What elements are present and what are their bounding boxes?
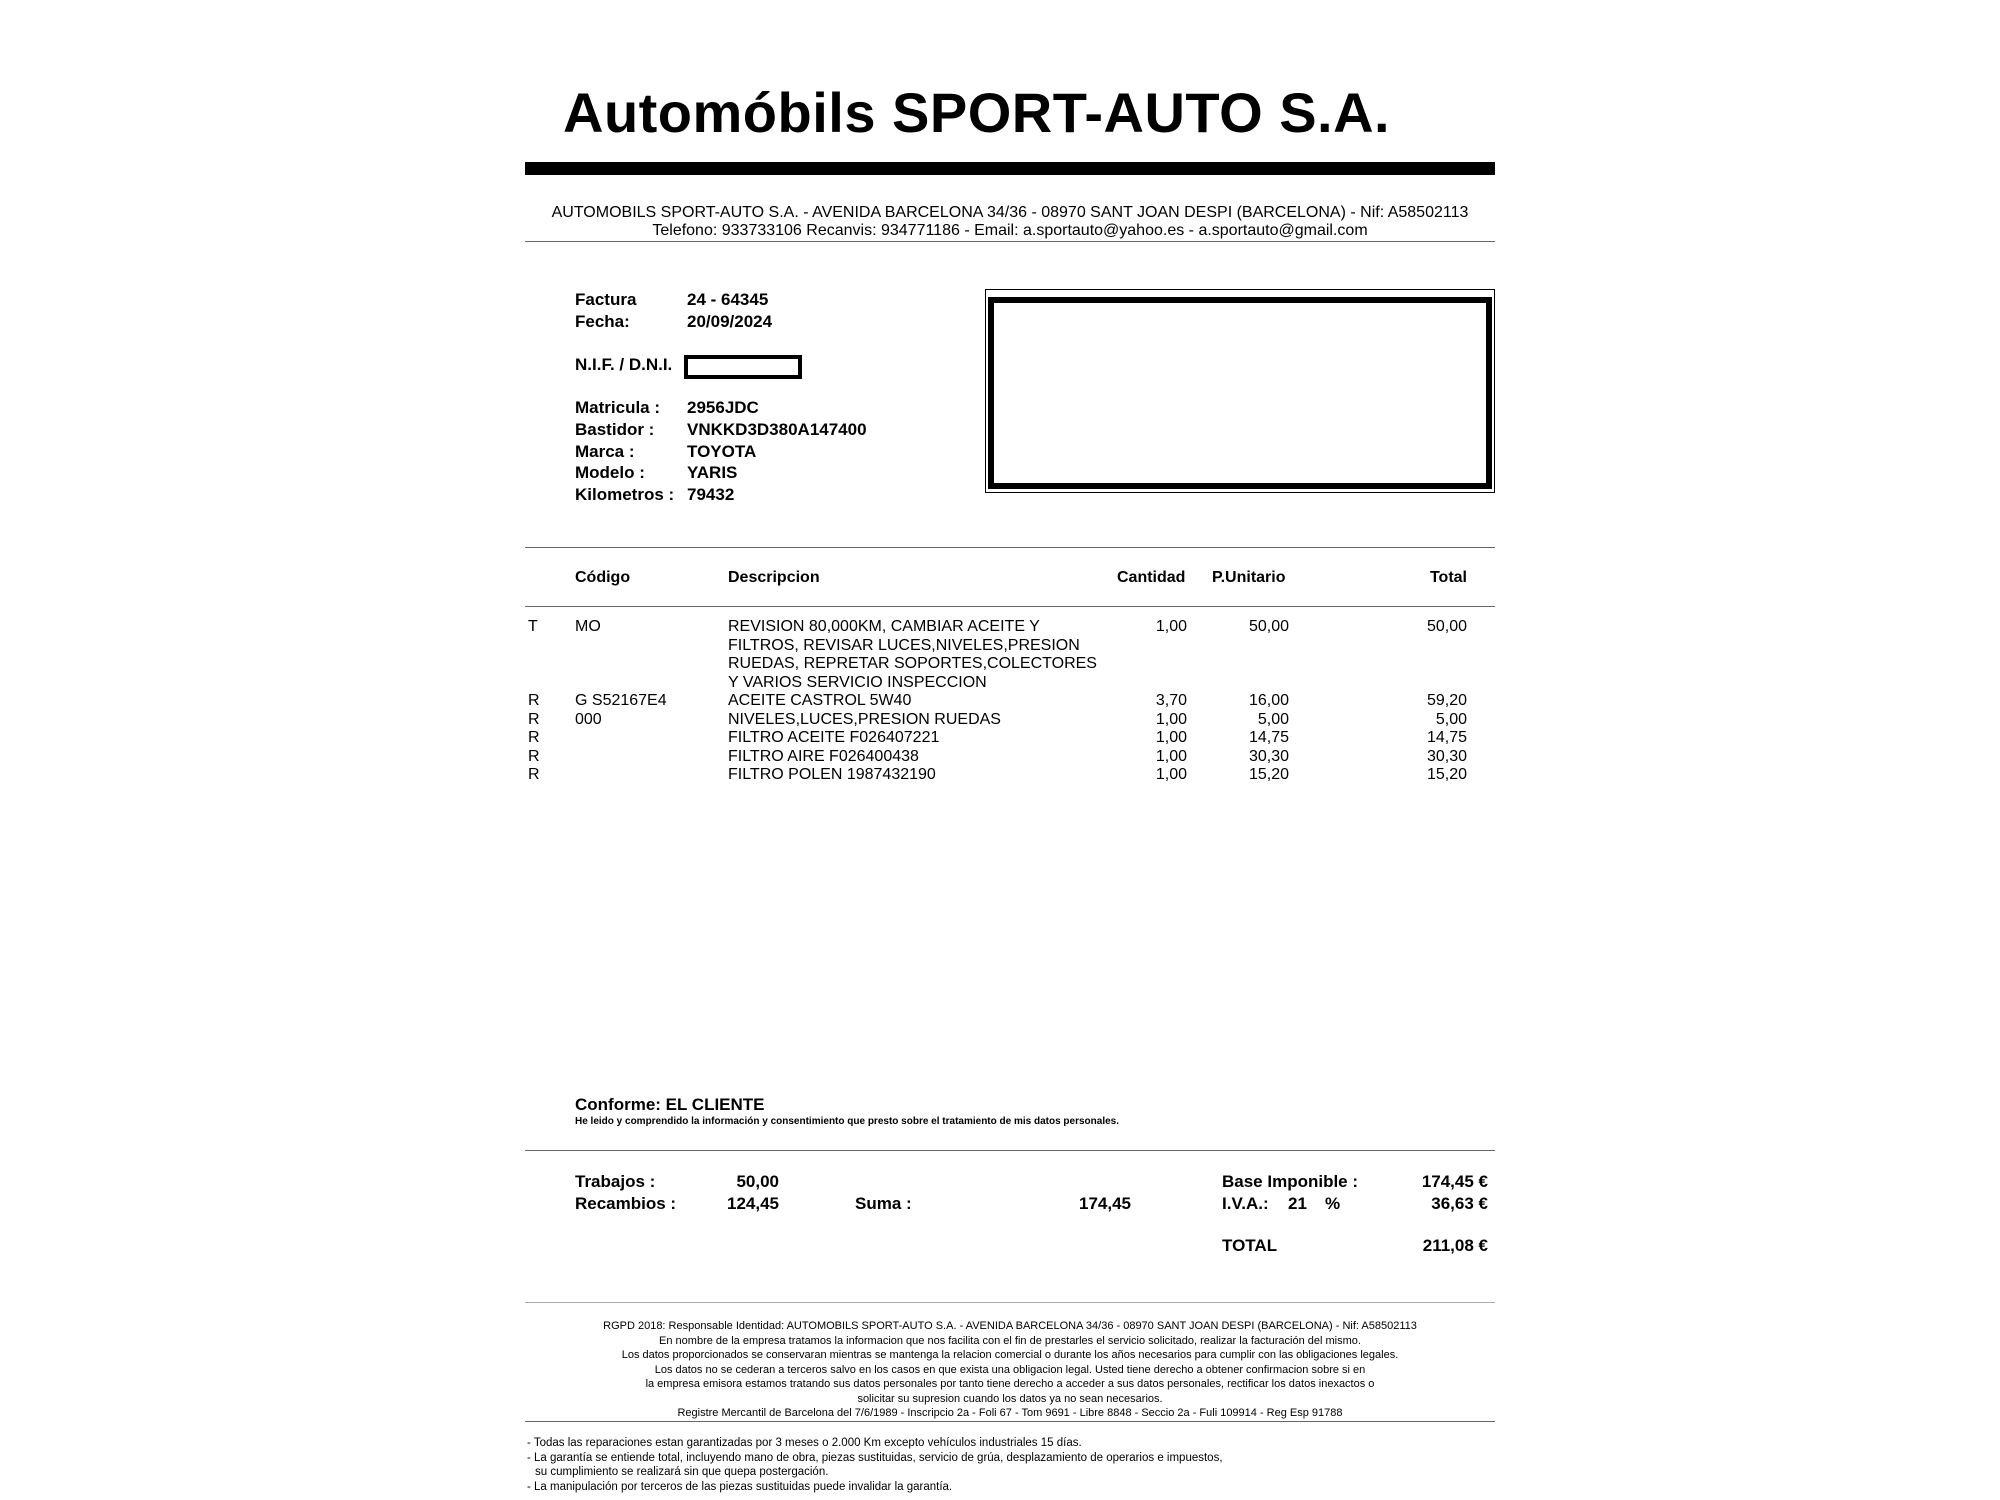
- row-total: 5,00: [1435, 710, 1467, 728]
- row-type: R: [528, 766, 540, 783]
- recambios-label: Recambios :: [575, 1194, 677, 1213]
- row-desc-line: Y VARIOS SERVICIO INSPECCION: [728, 673, 987, 691]
- row-total: 15,20: [1426, 766, 1467, 783]
- row-code: MO: [575, 618, 601, 635]
- total-label: TOTAL: [1222, 1236, 1278, 1255]
- base-imponible-label: Base Imponible :: [1222, 1172, 1359, 1191]
- bastidor-label: Bastidor :: [575, 420, 655, 439]
- suma-label: Suma :: [855, 1194, 912, 1213]
- nif-label: N.I.F. / D.N.I.: [575, 355, 673, 374]
- row-total: 14,75: [1426, 729, 1467, 746]
- legal-line: la empresa emisora estamos tratando sus datos personales por tanto tiene derecho a acceder a sus datos personales, rectificar los datos inexactos o: [645, 1378, 1375, 1390]
- condition-line: - La garantía se entiende total, incluyendo mano de obra, piezas sustituidas, servicio de grúa, desplazamiento de operarios e impuestos,: [527, 1452, 1223, 1464]
- nif-redacted-box: [684, 355, 802, 379]
- modelo-value: YARIS: [687, 463, 738, 482]
- col-header-descripcion: Descripcion: [728, 569, 820, 586]
- bastidor-value: VNKKD3D380A147400: [687, 420, 867, 439]
- client-box-redacted: [988, 297, 1492, 489]
- row-desc-line: ACEITE CASTROL 5W40: [728, 692, 912, 709]
- fecha-value: 20/09/2024: [687, 312, 773, 331]
- row-type: R: [528, 692, 540, 709]
- table-header-rule: [525, 606, 1495, 607]
- legal-line: En nombre de la empresa tratamos la informacion que nos facilita con el fin de prestarles el servicio solicitado, realizar la facturación del mismo.: [659, 1335, 1361, 1347]
- conditions-top-rule: [525, 1421, 1495, 1422]
- row-desc-line: FILTRO POLEN 1987432190: [728, 766, 936, 783]
- iva-label: I.V.A.:: [1222, 1194, 1269, 1213]
- row-desc-line: FILTRO ACEITE F026407221: [728, 729, 940, 746]
- legal-top-rule: [525, 1302, 1495, 1303]
- trabajos-label: Trabajos :: [575, 1172, 656, 1191]
- trabajos-value: 50,00: [736, 1172, 779, 1191]
- col-header-codigo: Código: [575, 569, 631, 586]
- company-address: AUTOMOBILS SPORT-AUTO S.A. - AVENIDA BARCELONA 34/36 - 08970 SANT JOAN DESPI (BARCELONA) - Nif: A58502113: [551, 204, 1469, 221]
- row-total: 30,30: [1426, 747, 1467, 765]
- totals-top-rule: [525, 1150, 1495, 1151]
- row-qty: 1,00: [1155, 766, 1187, 783]
- legal-line: Los datos proporcionados se conservaran mientras se mantenga la relacion comercial o durante los años necesarios para cumplir con las obligaciones legales.: [621, 1349, 1399, 1361]
- row-desc-line: REVISION 80,000KM, CAMBIAR ACEITE Y: [728, 618, 1040, 635]
- modelo-label: Modelo :: [575, 463, 645, 482]
- factura-value: 24 - 64345: [687, 290, 769, 309]
- row-qty: 1,00: [1155, 729, 1187, 746]
- legal-line: RGPD 2018: Responsable Identidad: AUTOMOBILS SPORT-AUTO S.A. - AVENIDA BARCELONA 34/36 - 08970 SANT JOAN DESPI (BARCELONA) - Nif: A58502113: [603, 1320, 1417, 1332]
- table-top-rule: [525, 547, 1495, 548]
- row-unit-price: 16,00: [1248, 692, 1289, 709]
- row-type: R: [528, 729, 540, 746]
- row-code: G S52167E4: [575, 692, 667, 709]
- row-total: 50,00: [1426, 618, 1467, 635]
- marca-value: TOYOTA: [687, 442, 757, 461]
- company-title: Automóbils SPORT-AUTO S.A.: [563, 81, 1391, 144]
- iva-rate: 21: [1288, 1194, 1307, 1213]
- row-type: T: [528, 618, 538, 635]
- total-value: 211,08 €: [1422, 1236, 1488, 1255]
- row-unit-price: 5,00: [1257, 710, 1289, 728]
- marca-label: Marca :: [575, 442, 635, 461]
- suma-value: 174,45: [1079, 1194, 1131, 1213]
- row-desc-line: FILTROS, REVISAR LUCES,NIVELES,PRESION: [728, 636, 1080, 654]
- consent-text: He leido y comprendido la información y consentimiento que presto sobre el tratamiento de mis datos personales.: [575, 1116, 1120, 1127]
- row-unit-price: 14,75: [1248, 729, 1289, 746]
- row-qty: 3,70: [1155, 692, 1187, 709]
- row-type: R: [528, 710, 540, 728]
- header-divider: [525, 162, 1495, 175]
- row-desc-line: RUEDAS, REPRETAR SOPORTES,COLECTORES: [728, 655, 1097, 672]
- condition-line: - La manipulación por terceros de las piezas sustituidas puede invalidar la garantía.: [527, 1481, 953, 1493]
- row-unit-price: 15,20: [1248, 766, 1289, 783]
- row-code: 000: [575, 710, 602, 728]
- recambios-value: 124,45: [727, 1194, 779, 1213]
- legal-line: Los datos no se cederan a terceros salvo en los casos en que exista una obligacion legal. Usted tiene derecho a obtener confirmacion sobre si en: [654, 1364, 1366, 1376]
- condition-line: - Todas las reparaciones estan garantizadas por 3 meses o 2.000 Km excepto vehículos industriales 15 días.: [527, 1437, 1082, 1449]
- row-desc-line: FILTRO AIRE F026400438: [728, 747, 919, 765]
- row-type: R: [528, 747, 540, 765]
- col-header-total: Total: [1429, 569, 1467, 586]
- iva-percent-sign: %: [1325, 1194, 1341, 1213]
- matricula-value: 2956JDC: [687, 398, 759, 417]
- row-desc-line: NIVELES,LUCES,PRESION RUEDAS: [728, 710, 1001, 728]
- row-qty: 1,00: [1155, 747, 1187, 765]
- row-qty: 1,00: [1155, 618, 1187, 635]
- km-label: Kilometros :: [575, 485, 675, 504]
- header-rule: [525, 241, 1495, 242]
- row-total: 59,20: [1426, 692, 1467, 709]
- conforme-title: Conforme: EL CLIENTE: [575, 1095, 765, 1114]
- row-unit-price: 50,00: [1248, 618, 1289, 635]
- registry-line: Registre Mercantil de Barcelona del 7/6/1989 - Inscripcio 2a - Foli 67 - Tom 9691 - Libre 8848 - Seccio 2a - Fuli 109914 - Reg Esp 91788: [677, 1407, 1343, 1419]
- fecha-label: Fecha:: [575, 312, 630, 331]
- iva-value: 36,63 €: [1431, 1194, 1488, 1213]
- col-header-unitario: P.Unitario: [1212, 569, 1286, 586]
- col-header-cantidad: Cantidad: [1117, 569, 1186, 586]
- base-imponible-value: 174,45 €: [1421, 1172, 1488, 1191]
- condition-line: su cumplimiento se realizará sin que quepa postergación.: [535, 1466, 829, 1478]
- factura-label: Factura: [575, 290, 637, 309]
- matricula-label: Matricula :: [575, 398, 661, 417]
- km-value: 79432: [687, 485, 735, 504]
- company-contact: Telefono: 933733106 Recanvis: 934771186 - Email: a.sportauto@yahoo.es - a.sportauto@gmail.com: [652, 222, 1368, 239]
- row-qty: 1,00: [1155, 710, 1187, 728]
- legal-line: solicitar su supresion cuando los datos ya no sean necesarios.: [857, 1393, 1163, 1405]
- row-unit-price: 30,30: [1248, 747, 1289, 765]
